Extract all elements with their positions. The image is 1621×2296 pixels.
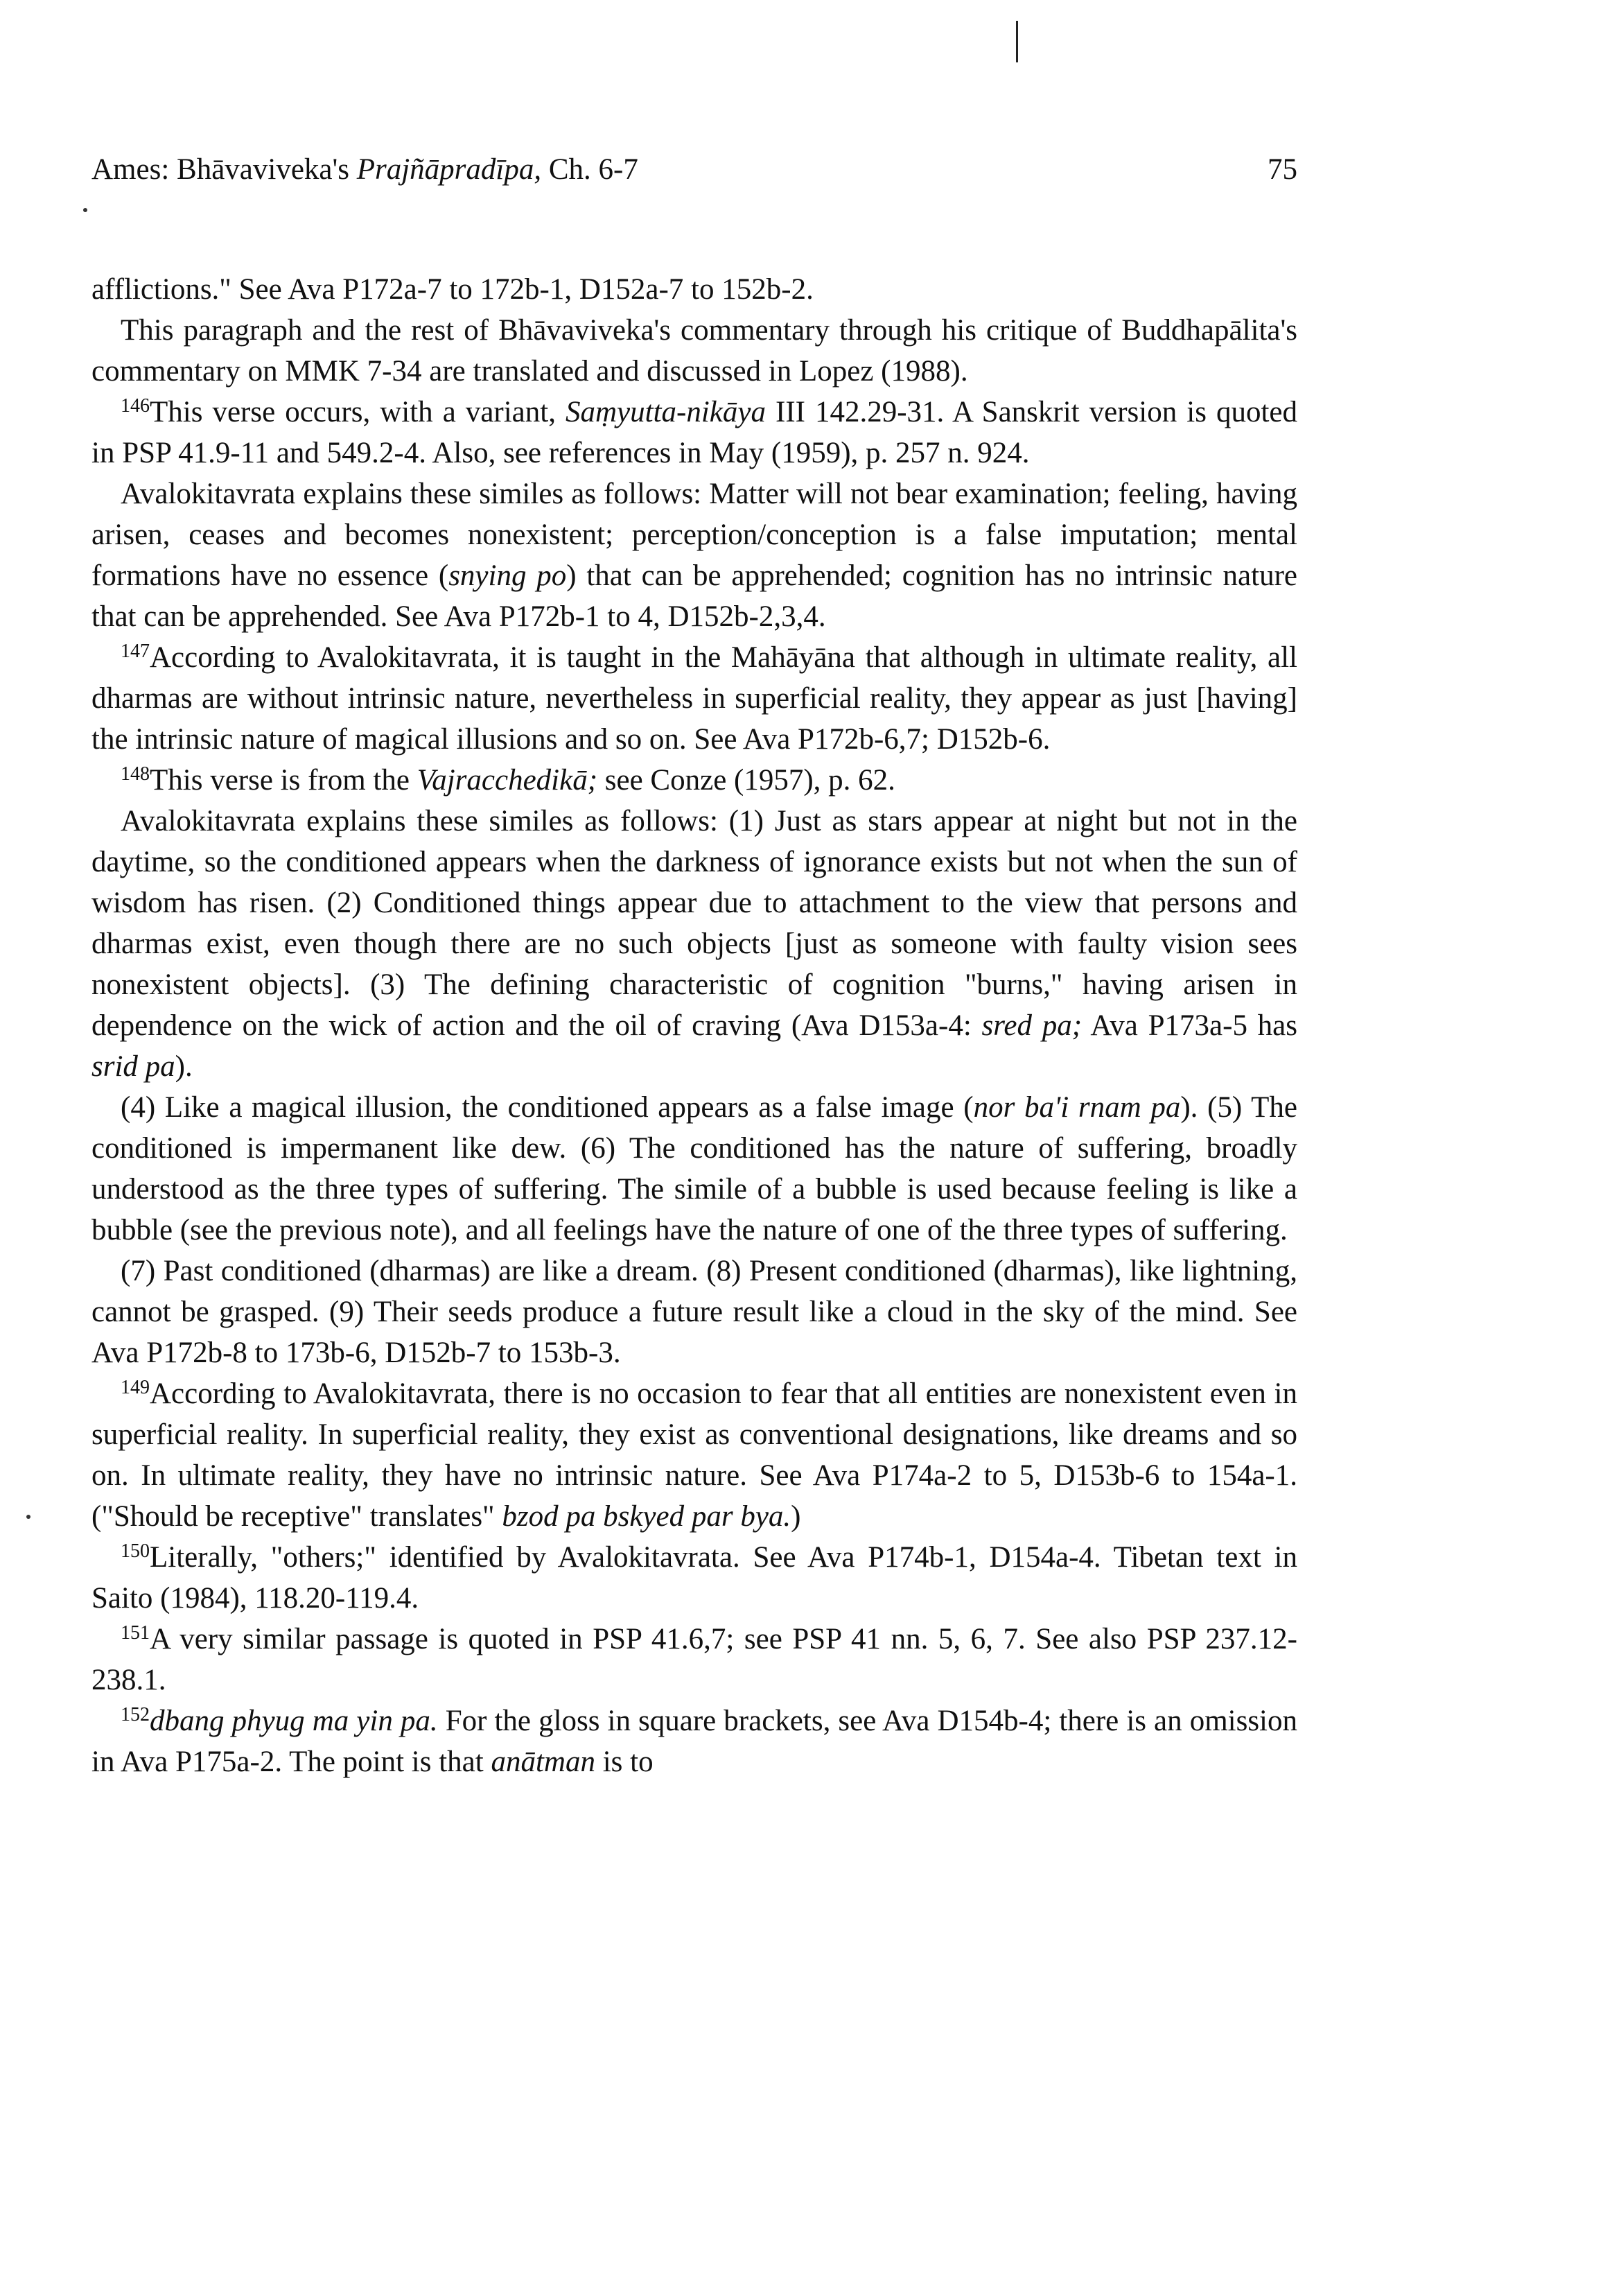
note-text: ) [791, 1500, 801, 1533]
footnote-paragraph-note-151 [91, 1619, 1297, 1701]
page-content [91, 146, 1297, 1782]
footnote-paragraph-continuation [91, 269, 1297, 310]
italic-term: Vajracchedikā; [417, 764, 598, 797]
italic-term: dbang phyug ma yin pa. [150, 1705, 438, 1737]
header-work-title: Prajñāpradīpa, [356, 153, 542, 186]
margin-speck [26, 1515, 30, 1519]
footnote-number: 148 [121, 763, 150, 785]
footnote-paragraph-note-148-b [91, 801, 1297, 1087]
note-text: Ava P173a-5 has [1082, 1009, 1298, 1042]
footnote-paragraph-note-150 [91, 1537, 1297, 1619]
italic-term: anātman [491, 1746, 595, 1778]
italic-term: nor ba'i rnam pa [973, 1091, 1181, 1124]
footnote-paragraph-note-146 [91, 392, 1297, 473]
footnote-number: 150 [121, 1540, 150, 1562]
note-text: III 142.29-31. A Sanskrit version is quoted in PSP 41.9-11 and 549.2-4. Also, see references in May (1959), p. 257 n. 924. [91, 396, 1297, 469]
note-text: This paragraph and the rest of Bhāvaviveka's commentary through his critique of Buddhapālita's commentary on MMK 7-34 are translated and discussed in Lopez (1988). [91, 314, 1297, 388]
note-text: Avalokitavrata explains these similes as follows: Matter will not bear examination; feeling, having arisen, ceases and becomes nonexistent; perception/conception is a false imputation; mental formations have no essence ( [91, 478, 1297, 592]
note-text: is to [595, 1746, 654, 1778]
italic-term: sred pa; [981, 1009, 1083, 1042]
footnotes-body [91, 269, 1297, 1782]
italic-term: snying po [448, 559, 567, 592]
note-text: This verse is from the [150, 764, 417, 797]
note-text: According to Avalokitavrata, there is no occasion to fear that all entities are nonexistent even in superficial reality. In superficial reality, they exist as conventional designations, like dreams and so on. In ultimate reality, they have no intrinsic nature. See Ava P174a-2 to 5, D153b-6 to 154a-1. ("Should be receptive" translates" [91, 1377, 1297, 1533]
footnote-number: 147 [121, 641, 150, 662]
footnote-number: 149 [121, 1377, 150, 1398]
footnote-paragraph-continuation-2 [91, 310, 1297, 392]
footnote-paragraph-note-146-b [91, 473, 1297, 637]
running-head-title [91, 146, 638, 194]
note-text: A very similar passage is quoted in PSP 41.6,7; see PSP 41 nn. 5, 6, 7. See also PSP 237.12-238.1. [91, 1623, 1297, 1696]
note-text: ). (5) The conditioned is impermanent like dew. (6) The conditioned has the nature of suffering, broadly understood as the three types of suffering. The simile of a bubble is used because feeling is like a bubble (see the previous note), and all feelings have the nature of one of the three types of suffering. [91, 1091, 1298, 1246]
italic-term: srid pa [91, 1050, 175, 1083]
note-text: (7) Past conditioned (dharmas) are like a dream. (8) Present conditioned (dharmas), like lightning, cannot be grasped. (9) Their seeds produce a future result like a cloud in the sky of the mind. See Ava P172b-8 to 173b-6, D152b-7 to 153b-3. [91, 1255, 1297, 1369]
footnote-number: 151 [121, 1622, 150, 1644]
note-text: see Conze (1957), p. 62. [597, 764, 895, 797]
footnote-paragraph-note-147 [91, 637, 1297, 760]
footnote-paragraph-note-148-d [91, 1251, 1297, 1373]
note-text: For the gloss in square brackets, see Ava D154b-4; there is an omission in Ava P175a-2. The point is that [91, 1705, 1298, 1778]
footnote-number: 146 [121, 395, 150, 417]
margin-speck [83, 208, 87, 212]
note-text: ) that can be apprehended; cognition has no intrinsic nature that can be apprehended. See Ava P172b-1 to 4, D152b-2,3,4. [91, 559, 1297, 633]
note-text: afflictions." See Ava P172a-7 to 172b-1, D152a-7 to 152b-2. [91, 273, 814, 306]
header-subject: Bhāvaviveka's [177, 153, 349, 186]
page-number: 75 [1268, 153, 1297, 186]
note-text: ). [175, 1050, 193, 1083]
italic-term: bzod pa bskyed par bya. [502, 1500, 791, 1533]
note-text: According to Avalokitavrata, it is taught in the Mahāyāna that although in ultimate reality, all dharmas are without intrinsic nature, nevertheless in superficial reality, they appear as just [having] the intrinsic nature of magical illusions and so on. See Ava P172b-6,7; D152b-6. [91, 641, 1297, 756]
scan-artifact-line [1016, 21, 1018, 62]
note-text: Literally, "others;" identified by Avalokitavrata. See Ava P174b-1, D154a-4. Tibetan text in Saito (1984), 118.20-119.4. [91, 1541, 1297, 1615]
note-text: This verse occurs, with a variant, [150, 396, 566, 428]
footnote-paragraph-note-149 [91, 1373, 1297, 1537]
note-text: Avalokitavrata explains these similes as follows: (1) Just as stars appear at night but not in the daytime, so the conditioned appears when the darkness of ignorance exists but not when the sun of wisdom has risen. (2) Conditioned things appear due to attachment to the view that persons and dharmas exist, even though there are no such objects [just as someone with faulty vision sees nonexistent objects]. (3) The defining characteristic of cognition "burns," having arisen in dependence on the wick of action and the oil of craving (Ava D153a-4: [91, 805, 1297, 1042]
running-header [91, 146, 1297, 194]
footnote-paragraph-note-152 [91, 1701, 1297, 1782]
footnote-paragraph-note-148 [91, 760, 1297, 801]
footnote-paragraph-note-148-c [91, 1087, 1297, 1251]
header-author: Ames: [91, 153, 170, 186]
header-chapter: Ch. 6-7 [548, 153, 638, 186]
italic-term: Saṃyutta-nikāya [565, 396, 766, 428]
note-text: (4) Like a magical illusion, the conditioned appears as a false image ( [121, 1091, 974, 1124]
footnote-number: 152 [121, 1704, 150, 1725]
